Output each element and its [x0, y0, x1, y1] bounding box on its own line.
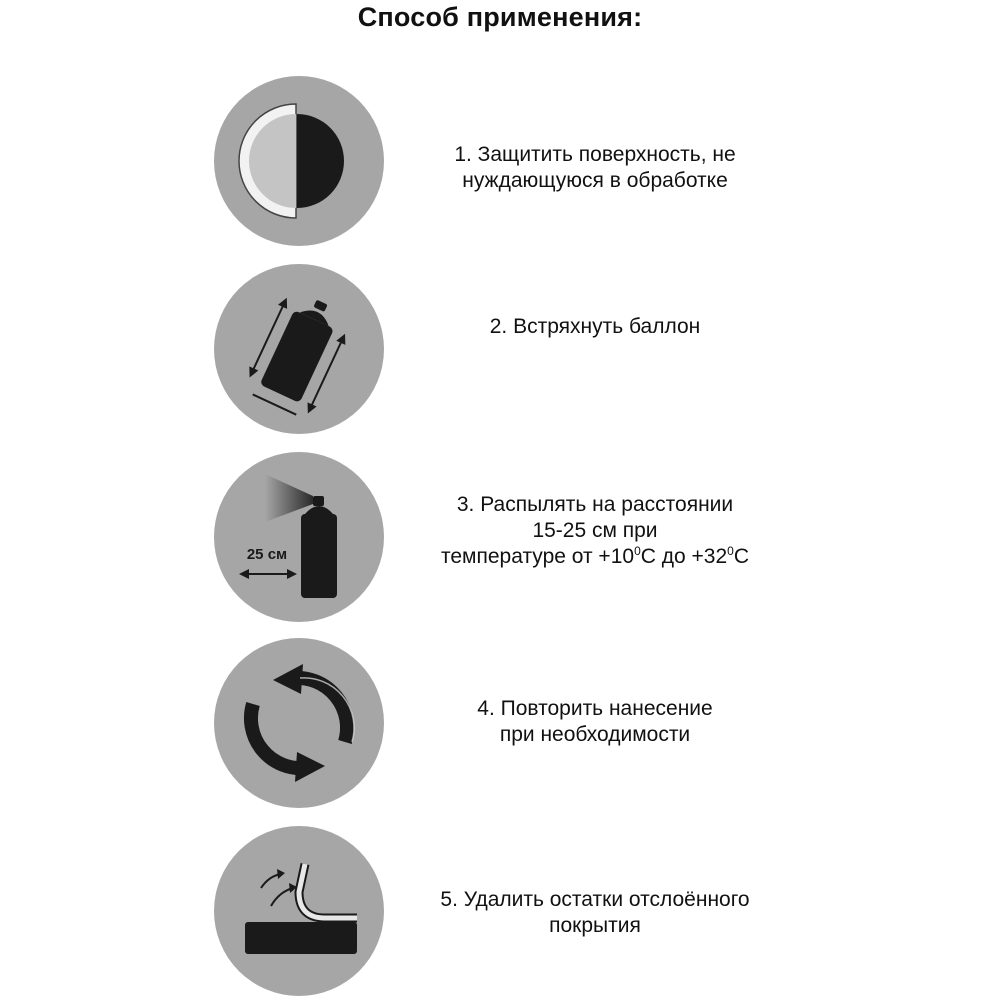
step-2	[0, 264, 1000, 434]
step-3-line-2: 15-25 см при	[532, 519, 658, 542]
shake-can-icon	[213, 264, 385, 434]
step-3	[0, 452, 1000, 622]
step-4-line-1: 4. Повторить нанесение	[477, 697, 713, 720]
step-1-line-2: нуждающуюся в обработке	[462, 169, 728, 192]
step-3-line-3-c: С	[733, 545, 749, 568]
repeat-cycle-icon	[213, 638, 385, 808]
peel-off-icon	[213, 826, 385, 996]
degree-mark-2: 0	[727, 544, 734, 558]
page-title: Способ применения:	[357, 2, 643, 32]
step-3-line-3	[395, 544, 795, 570]
step-1-line-1: 1. Защитить поверхность, не	[454, 143, 736, 166]
step-4	[0, 638, 1000, 808]
step-2-line-1: 2. Встряхнуть баллон	[489, 315, 701, 338]
step-5-line-1: 5. Удалить остатки отслоённого	[440, 888, 750, 911]
step-5-line-2: покрытия	[549, 914, 641, 937]
step-5	[0, 826, 1000, 996]
spray-distance-icon	[213, 452, 385, 622]
masking-shield-icon	[213, 76, 385, 246]
step-1	[0, 76, 1000, 246]
step-3-line-1: 3. Распылять на расстоянии	[456, 493, 734, 516]
step-4-line-2: при необходимости	[499, 723, 691, 746]
distance-label: 25 см	[246, 546, 288, 563]
step-3-line-3-a: температуре от +10	[441, 545, 635, 568]
degree-mark-1: 0	[634, 544, 641, 558]
step-3-line-3-b: С до +32	[640, 545, 728, 568]
